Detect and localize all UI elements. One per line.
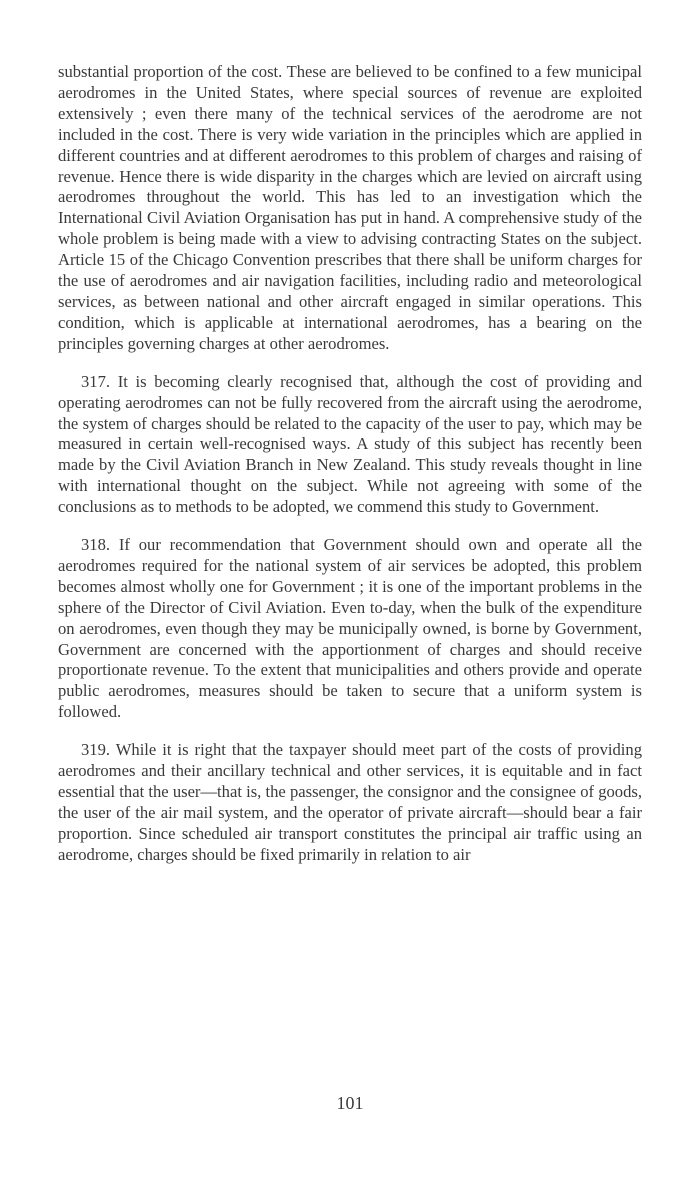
paragraph-continuation: substantial proportion of the cost. These are believed to be confined to a few municipal aerodromes in the United States, where special sources of revenue are exploited extensively ; even there many of the technical services of the aerodrome are not included in the cost. There is very wide variation in the principles which are applied in different countries and at different aerodromes to this problem of charges and raising of revenue. Hence there is wide disparity in the charges which are levied on aircraft using aerodromes throughout the world. This has led to an investigation which the International Civil Aviation Organisation has put in hand. A comprehensive study of the whole problem is being made with a view to advising contracting States on the subject. Article 15 of the Chicago Convention prescribes that there shall be uniform charges for the use of aerodromes and air navigation facilities, including radio and meteorological services, as between national and other aircraft engaged in similar operations. This condition, which is applicable at international aerodromes, has a bearing on the principles governing charges at other aerodromes. (58, 62, 642, 353)
paragraph-318: 318. If our recommendation that Government should own and operate all the aerodromes required for the national system of air services be adopted, this problem becomes almost wholly one for Government ; it is one of the important problems in the sphere of the Director of Civil Aviation. Even to-day, when the bulk of the expenditure on aerodromes, even though they may be municipally owned, is borne by Government, Government are concerned with the apportionment of charges and should receive proportionate revenue. To the extent that municipalities and others provide and operate public aerodromes, measures should be taken to secure that a uniform system is followed. (58, 535, 642, 722)
page-body (58, 62, 642, 883)
page-number: 101 (336, 1093, 364, 1113)
paragraph-319: 319. While it is right that the taxpayer should meet part of the costs of providing aerodromes and their ancillary technical and other services, it is equitable and in fact essential that the user—that is, the passenger, the consignor and the consignee of goods, the user of the air mail system, and the operator of private aircraft—should bear a fair proportion. Since scheduled air transport constitutes the principal air traffic using an aerodrome, charges should be fixed primarily in relation to air (58, 740, 642, 864)
paragraph-317: 317. It is becoming clearly recognised that, although the cost of providing and operating aerodromes can not be fully recovered from the aircraft using the aerodrome, the system of charges should be related to the capacity of the user to pay, which may be measured in certain well-recognised ways. A study of this subject has recently been made by the Civil Aviation Branch in New Zealand. This study reveals thought in line with international thought on the subject. While not agreeing with some of the conclusions as to methods to be adopted, we commend this study to Government. (58, 371, 642, 517)
